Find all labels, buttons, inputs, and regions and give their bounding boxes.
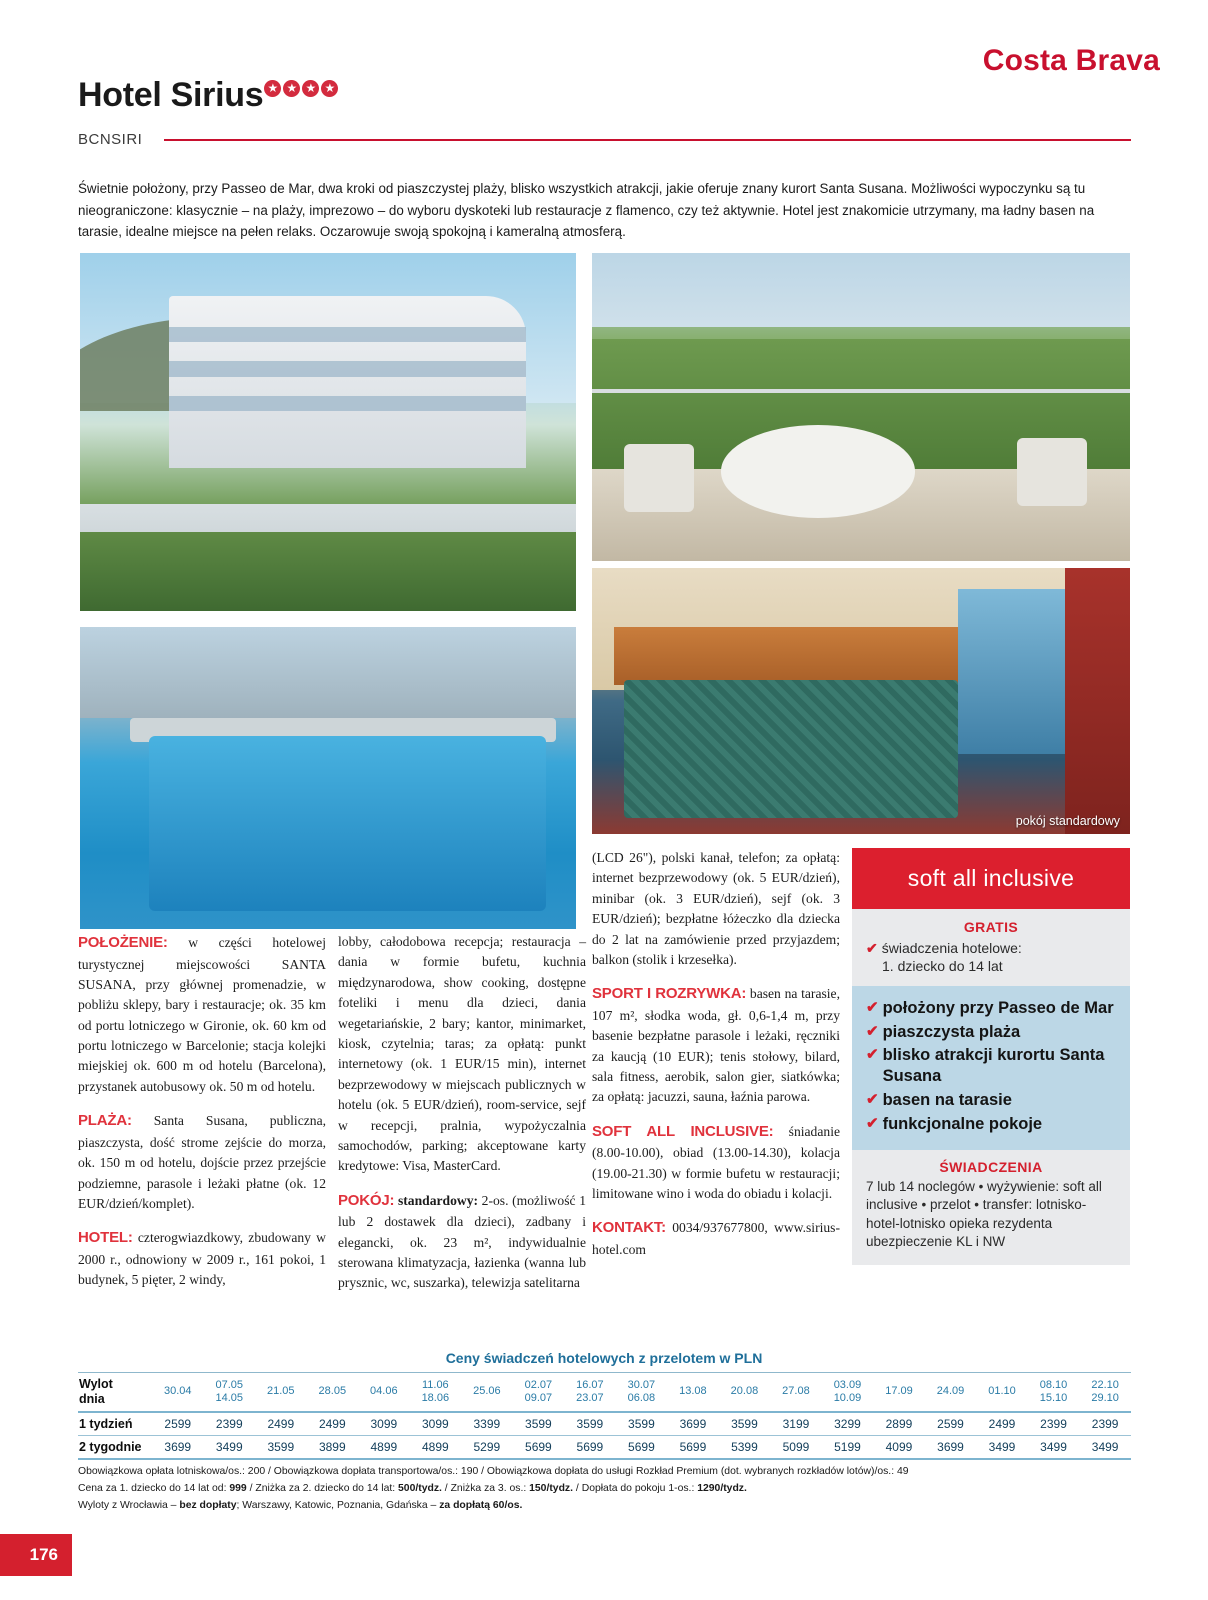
- price-cell: 3599: [731, 1417, 758, 1431]
- section-label: POKÓJ:: [338, 1191, 395, 1209]
- footnote-value: 500/tydz.: [398, 1482, 442, 1494]
- price-table-col-header: 02.07 09.07: [524, 1378, 553, 1404]
- swiadczenia-title: ŚWIADCZENIA: [939, 1158, 1043, 1175]
- footnote-value: 1290/tydz.: [697, 1482, 747, 1494]
- price-cell: 2599: [937, 1417, 964, 1431]
- price-table-col-header: 03.09 10.09: [833, 1378, 862, 1404]
- section-sport: [592, 983, 840, 1107]
- offer-sidebar: [852, 848, 1130, 1265]
- section-kontakt: [592, 1217, 840, 1260]
- price-row-label: 1 tydzień: [79, 1417, 133, 1431]
- section-body: czterogwiazdkowy, zbudowany w 2000 r., odnowiony w 2009 r., 161 pokoi, 1 budynek, 5 pięter, 2 windy,: [78, 1230, 326, 1288]
- price-cell: 2599: [164, 1417, 192, 1431]
- price-table-col-header: 08.10 15.10: [1039, 1378, 1068, 1404]
- feature-item: [866, 1045, 1116, 1087]
- price-cell: 5299: [473, 1440, 501, 1454]
- price-cell: 2399: [1040, 1417, 1067, 1431]
- feature-item: [866, 1090, 1116, 1111]
- price-cell: 5199: [834, 1440, 861, 1454]
- section-plaza: [78, 1110, 326, 1214]
- swiadczenia-text: 7 lub 14 noclegów • wyżywienie: soft all inclusive • przelot • transfer: lotnisko-hotel-lotnisko opieka rezydenta ubezpieczenie KL i NW: [866, 1178, 1102, 1250]
- price-cell: 4899: [370, 1440, 398, 1454]
- table-row: [78, 1436, 1131, 1460]
- price-cell: 3399: [473, 1417, 501, 1431]
- footnote-text: / Dopłata do pokoju 1-os.:: [573, 1482, 698, 1494]
- price-cell: 3599: [267, 1440, 295, 1454]
- price-cell: 4099: [885, 1440, 913, 1454]
- price-cell: 3499: [1040, 1440, 1067, 1454]
- section-soft-all-inclusive: [592, 1121, 840, 1205]
- price-cell: 5699: [628, 1440, 655, 1454]
- price-cell: 3099: [370, 1417, 398, 1431]
- page-title: Hotel Sirius: [78, 76, 264, 114]
- section-body: śniadanie (8.00-10.00), obiad (13.00-14.30), kolacja (19.00-21.30) w formie bufetu w restauracji; limitowane wino i woda do obiadu i kolacji.: [592, 1123, 840, 1202]
- footnote-text: ; Warszawy, Katowic, Poznania, Gdańska –: [236, 1499, 440, 1511]
- price-cell: 5399: [731, 1440, 758, 1454]
- feature-item: [866, 998, 1116, 1019]
- price-cell: 2399: [1091, 1417, 1119, 1431]
- check-icon: ✔: [866, 1091, 879, 1109]
- price-cell: 3299: [834, 1417, 861, 1431]
- section-polozenie: [78, 932, 326, 1097]
- price-cell: 3699: [679, 1417, 707, 1431]
- room-photo-caption: pokój standardowy: [1015, 814, 1120, 828]
- text-column-2: [338, 932, 586, 1294]
- page-number: 176: [0, 1534, 72, 1576]
- price-cell: 3499: [215, 1440, 243, 1454]
- price-table-col-header: 20.08: [730, 1385, 759, 1398]
- price-cell: 2899: [885, 1417, 913, 1431]
- star-icon: [264, 80, 281, 97]
- feature-label: funkcjonalne pokoje: [882, 1114, 1043, 1133]
- price-cell: 5699: [679, 1440, 707, 1454]
- text-column-1: [78, 932, 326, 1291]
- footnotes: [78, 1464, 1130, 1515]
- price-table-col-header: 17.09: [885, 1385, 913, 1398]
- swiadczenia-box: [852, 1150, 1130, 1266]
- footnote-text: / Zniżka za 3. os.:: [441, 1482, 530, 1494]
- footnote-text: Cena za 1. dziecko do 14 lat od:: [78, 1482, 230, 1494]
- footnote-line-1: Obowiązkowa opłata lotniskowa/os.: 200 / Obowiązkowa dopłata transportowa/os.: 190 / Obowiązkowa dopłata do usługi Rozkład Premium (dot. wybranych rozkładów lotów)/os.: 49: [78, 1466, 909, 1477]
- price-table-row-header-label: Wylot dnia: [79, 1377, 113, 1406]
- price-cell: 5699: [525, 1440, 552, 1454]
- price-table-col-header: 16.07 23.07: [576, 1378, 604, 1404]
- region-title: Costa Brava: [982, 44, 1160, 77]
- price-table-col-header: 25.06: [473, 1385, 501, 1398]
- price-cell: 4899: [421, 1440, 449, 1454]
- price-cell: 3599: [628, 1417, 655, 1431]
- section-pokoj-continued: (LCD 26"), polski kanał, telefon; za opłatą: internet bezprzewodowy (ok. 5 EUR/dzień), minibar (ok. 3 EUR/dzień), sejf (ok. 3 EUR/dzień); bezpłatne łóżeczko dla dziecka do 2 lat na zamówienie przed przyjazdem; balkon (stolik i krzesełka).: [592, 850, 840, 967]
- price-cell: 3699: [164, 1440, 192, 1454]
- star-icon: [321, 80, 338, 97]
- section-label: KONTAKT:: [592, 1219, 666, 1237]
- footnote-line-3: [78, 1498, 1130, 1515]
- price-table-col-header: 04.06: [370, 1385, 398, 1398]
- hotel-exterior-photo: [80, 253, 576, 611]
- hotel-code-row: [78, 131, 1131, 148]
- price-table-col-header: 28.05: [318, 1385, 347, 1398]
- footnote-line-2: [78, 1481, 1130, 1498]
- section-label: PLAŻA:: [78, 1112, 132, 1130]
- intro-paragraph: Świetnie położony, przy Passeo de Mar, dwa kroki od piaszczystej plaży, blisko wszystkich atrakcji, jakie oferuje znany kurort Santa Susana. Możliwości wypoczynku są tu nieograniczone: klasycznie – na plaży, imprezowo – do wyboru dyskoteki lub restauracje z flamenco, czy też aktywnie. Hotel jest znakomicie utrzymany, ma ładny basen na tarasie, idealne miejsce na pełen relaks. Oczarowuje swoją spokojną i kameralną atmosferą.: [78, 181, 1095, 240]
- gratis-subline: 1. dziecko do 14 lat: [882, 957, 1003, 974]
- footnote-value: 999: [229, 1482, 247, 1494]
- price-cell: 3499: [1091, 1440, 1119, 1454]
- section-subtitle: standardowy:: [394, 1192, 479, 1208]
- price-cell: 3499: [988, 1440, 1016, 1454]
- feature-item: [866, 1022, 1116, 1043]
- price-table: [78, 1372, 1131, 1460]
- price-cell: 2399: [215, 1417, 243, 1431]
- section-label: SOFT ALL INCLUSIVE:: [592, 1122, 774, 1140]
- feature-label: piaszczysta plaża: [882, 1022, 1021, 1041]
- room-photo: [592, 568, 1130, 834]
- price-table-body: [78, 1412, 1131, 1459]
- check-icon: ✔: [866, 1022, 879, 1040]
- price-table-col-header: 01.10: [988, 1385, 1016, 1398]
- hotel-code: BCNSIRI: [78, 131, 143, 148]
- price-cell: 3599: [576, 1417, 604, 1431]
- text-column-3: [592, 848, 840, 1260]
- section-body: Santa Susana, publiczna, piaszczysta, dość strome zejście do morza, ok. 150 m od hotelu, dojście przez przejście podziemne, parasole i leżaki płatne (ok. 12 EUR/dzień/komplet).: [78, 1113, 326, 1211]
- feature-label: basen na tarasie: [882, 1091, 1012, 1110]
- price-cell: 3199: [782, 1417, 810, 1431]
- gratis-title: GRATIS: [963, 919, 1019, 935]
- star-rating: [264, 80, 338, 97]
- price-table-col-header: 27.08: [782, 1385, 810, 1398]
- section-body: 2-os. (możliwość 1 lub 2 dostawek dla dzieci), zadbany i elegancki, ok. 23 m², indywidualnie sterowana klimatyzacja, łazienka (wanna lub prysznic, wc, suszarka), telewizja satelitarna: [338, 1192, 586, 1291]
- footnote-value: 150/tydz.: [529, 1482, 574, 1494]
- price-cell: 3899: [318, 1440, 346, 1454]
- section-pokoj: [338, 1190, 586, 1294]
- price-cell: 3599: [525, 1417, 552, 1431]
- footnote-text: Wyloty z Wrocławia –: [78, 1499, 180, 1511]
- price-cell: 3699: [937, 1440, 964, 1454]
- gratis-line: [866, 939, 1116, 958]
- section-body: basen na tarasie, 107 m², słodka woda, gł. 0,6-1,4 m, przy basenie bezpłatne parasole i leżaki, ręczniki za kaucją (10 EUR); tenis stołowy, bilard, sala fitness, aerobik, salon gier, siatkówka; za opłatą: jacuzzi, sauna, łaźnia parowa.: [592, 986, 840, 1105]
- gratis-line-text: świadczenia hotelowe:: [881, 940, 1022, 956]
- section-label: POŁOŻENIE:: [78, 934, 168, 951]
- price-table-col-header: 24.09: [936, 1385, 965, 1398]
- price-cell: 5699: [576, 1440, 604, 1454]
- divider: [164, 139, 1131, 141]
- hotel-title-block: [78, 78, 338, 112]
- footnote-text: / Zniżka za 2. dziecko do 14 lat:: [246, 1482, 399, 1494]
- section-hotel-continued: lobby, całodobowa recepcja; restauracja – dania w formie bufetu, kuchnia międzynarodowa, show cooking, dostępne foteliki i menu dla dzieci, dania wegetariańskie, 2 bary; kantor, minimarket, kiosk, czytelnia; taras; za opłatą: punkt internetowy (ok. 1 EUR/15 min), internet bezprzewodowy w miejscach publicznych w hotelu (ok. 5 EUR/dzień), room-service, sejf w recepcji, pralnia, wypożyczalnia samochodów, parking; akceptowane karty kredytowe: Visa, MasterCard.: [338, 934, 586, 1174]
- terrace-photo: [592, 253, 1130, 561]
- section-hotel: [78, 1227, 326, 1290]
- price-cell: 2499: [267, 1417, 295, 1431]
- feature-label: położony przy Passeo de Mar: [882, 998, 1114, 1017]
- feature-item: [866, 1114, 1116, 1135]
- section-body: w części hotelowej turystycznej miejscowości SANTA SUSANA, przy głównej promenadzie, w pobliżu sklepy, bary i restauracje; ok. 35 km od portu lotniczego w Gironie, ok. 60 km od portu lotniczego w Barcelonie; stacja kolejki miejskiej ok. 600 m od hotelu (Barcelona), przystanek autobusowy ok. 50 m od hotelu.: [78, 935, 326, 1094]
- pool-photo: [80, 627, 576, 929]
- check-icon: ✔: [866, 940, 878, 956]
- price-row-label: 2 tygodnie: [79, 1440, 142, 1454]
- section-label: SPORT I ROZRYWKA:: [592, 985, 747, 1003]
- check-icon: ✔: [866, 1046, 879, 1064]
- price-table-col-header: 13.08: [679, 1385, 707, 1398]
- check-icon: ✔: [866, 1114, 879, 1132]
- star-icon: [302, 80, 319, 97]
- price-table-col-header: 07.05 14.05: [215, 1378, 244, 1404]
- star-icon: [283, 80, 300, 97]
- section-label: HOTEL:: [78, 1229, 133, 1247]
- price-table-title: Ceny świadczeń hotelowych z przelotem w PLN: [445, 1350, 763, 1366]
- section-body: 0034/937677800, www.sirius-hotel.com: [592, 1220, 840, 1257]
- table-row: [78, 1412, 1131, 1436]
- price-table-col-header: 22.10 29.10: [1091, 1378, 1119, 1404]
- footnote-value: bez dopłaty: [179, 1499, 237, 1511]
- soft-all-inclusive-banner: soft all inclusive: [852, 848, 1130, 909]
- price-cell: 2499: [318, 1417, 346, 1431]
- check-icon: ✔: [866, 998, 879, 1016]
- price-table-col-header: 30.07 06.08: [627, 1378, 656, 1404]
- price-table-header-row: [78, 1373, 1131, 1413]
- feature-label: blisko atrakcji kurortu Santa Susana: [882, 1046, 1105, 1086]
- price-table-col-header: 30.04: [163, 1385, 192, 1398]
- price-table-head: [78, 1373, 1131, 1413]
- price-cell: 3099: [421, 1417, 449, 1431]
- price-cell: 2499: [988, 1417, 1016, 1431]
- features-box: [852, 986, 1130, 1150]
- price-cell: 5099: [782, 1440, 810, 1454]
- footnote-value: za dopłatą 60/os.: [439, 1499, 523, 1511]
- price-table-col-header: 11.06 18.06: [421, 1378, 450, 1404]
- gratis-box: [852, 909, 1130, 986]
- price-table-col-header: 21.05: [267, 1385, 295, 1398]
